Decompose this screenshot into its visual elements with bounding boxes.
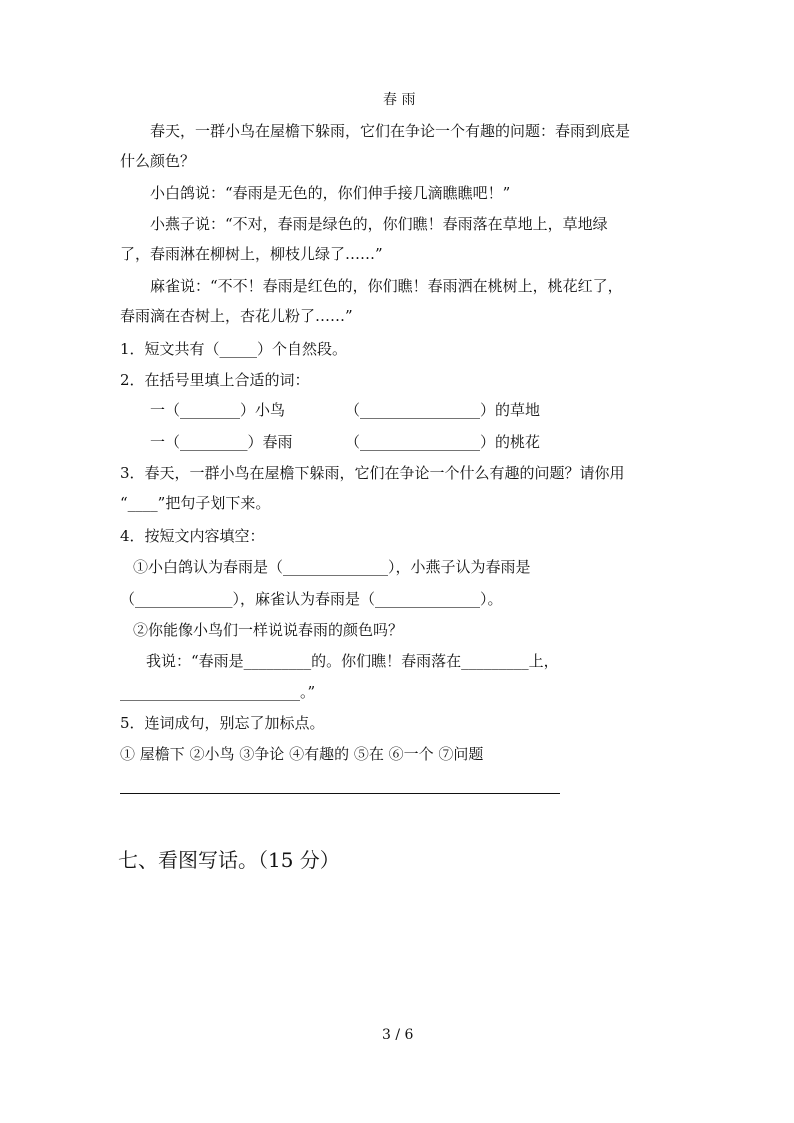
question-2: 2．在括号里填上合适的词： (120, 371, 310, 389)
question-4-2-answer-line-1: 我说：“春雨是_________的。你们瞧！春雨落在_________上， (146, 652, 559, 670)
passage-paragraph-1-line-1: 春天，一群小鸟在屋檐下躲雨，它们在争论一个有趣的问题：春雨到底是 (150, 122, 631, 140)
question-2-row-1-left: 一（________）小鸟 (150, 401, 286, 419)
page-number: 3 / 6 (382, 1027, 414, 1043)
passage-paragraph-3-line-2: 了，春雨淋在柳树上，柳枝儿绿了……” (120, 245, 383, 263)
question-2-row-2-right: （________________）的桃花 (345, 433, 541, 451)
passage-title: 春 雨 (383, 92, 416, 108)
passage-paragraph-4-line-2: 春雨滴在杏树上，杏花儿粉了……” (120, 307, 353, 325)
passage-paragraph-4-line-1: 麻雀说：“不不！春雨是红色的，你们瞧！春雨洒在桃树上，桃花红了， (150, 277, 623, 295)
passage-paragraph-3-line-1: 小燕子说：“不对，春雨是绿色的，你们瞧！春雨落在草地上，草地绿 (150, 215, 608, 233)
question-5-words: ① 屋檐下 ②小鸟 ③争论 ④有趣的 ⑤在 ⑥一个 ⑦问题 (120, 745, 484, 763)
question-4-2-answer-line-2: ________________________。” (120, 683, 316, 701)
passage-paragraph-2: 小白鸽说：“春雨是无色的，你们伸手接几滴瞧瞧吧！” (150, 184, 511, 202)
question-4-1-line-2: （_____________），麻雀认为春雨是（______________）。 (120, 590, 503, 608)
question-3-line-2: “____”把句子划下来。 (120, 494, 271, 512)
question-2-row-1-right: （________________）的草地 (345, 401, 541, 419)
question-5: 5．连词成句，别忘了加标点。 (120, 714, 325, 732)
question-3-line-1: 3．春天，一群小鸟在屋檐下躲雨，它们在争论一个什么有趣的问题？请你用 (120, 464, 625, 482)
question-4: 4．按短文内容填空： (120, 527, 265, 545)
passage-paragraph-1-line-2: 什么颜色？ (120, 152, 196, 170)
section-7-title: 七、看图写话。（15 分） (118, 848, 340, 872)
question-1: 1．短文共有（_____）个自然段。 (120, 340, 348, 358)
question-5-answer-line (120, 793, 560, 794)
question-4-1-line-1: ①小白鸽认为春雨是（______________），小燕子认为春雨是 (133, 558, 531, 576)
question-2-row-2-left: 一（_________）春雨 (150, 433, 293, 451)
question-4-2: ②你能像小鸟们一样说说春雨的颜色吗？ (133, 621, 404, 639)
